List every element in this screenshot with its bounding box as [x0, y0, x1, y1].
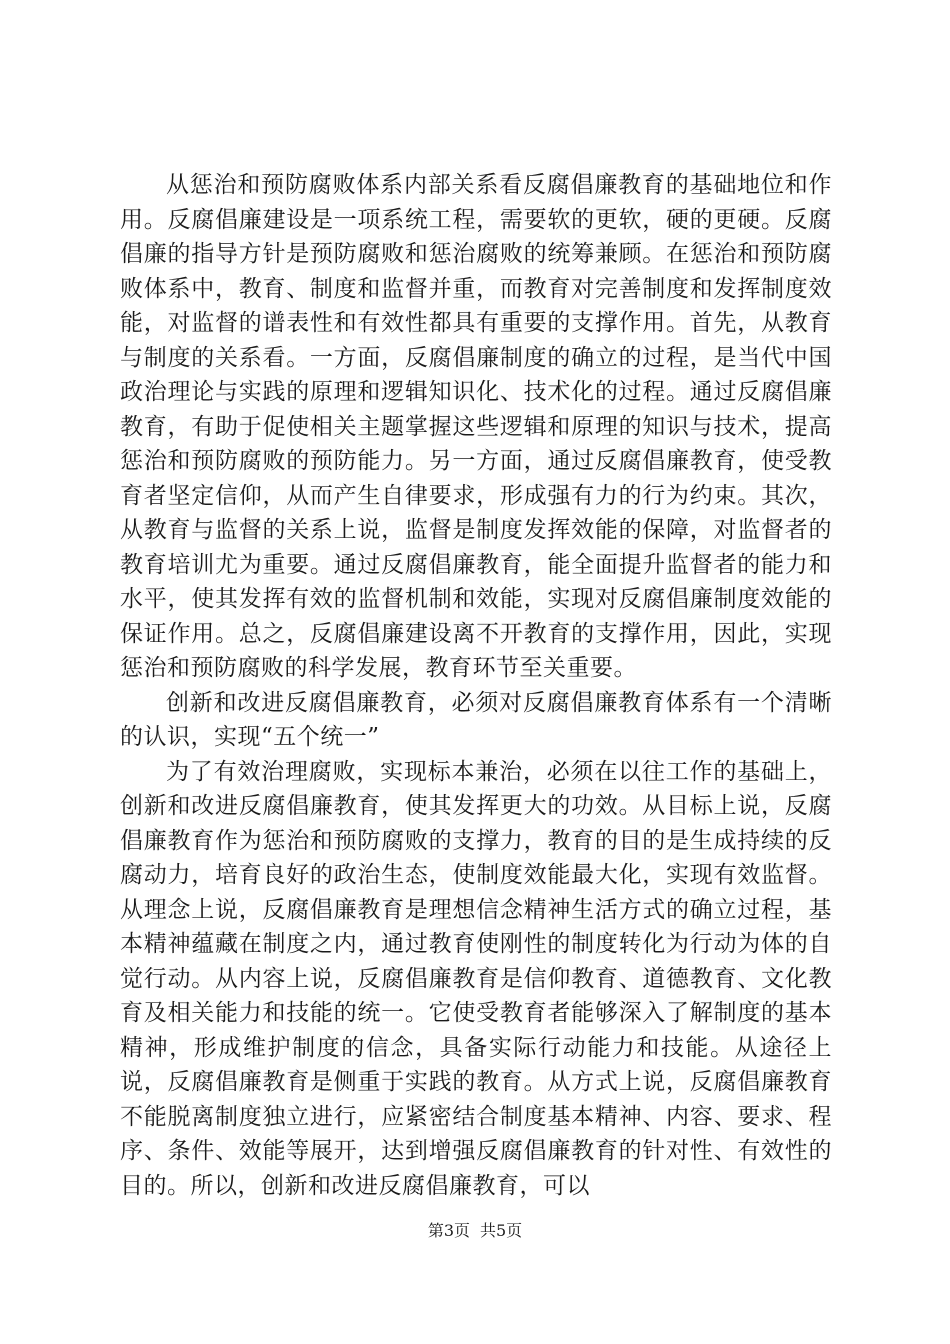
document-body — [120, 168, 832, 1203]
paragraph-3: 为了有效治理腐败，实现标本兼治，必须在以往工作的基础上，创新和改进反腐倡廉教育，使其发挥更大的功效。从目标上说，反腐倡廉教育作为惩治和预防腐败的支撑力，教育的目的是生成持续的反腐动力，培育良好的政治生态，使制度效能最大化，实现有效监督。从理念上说，反腐倡廉教育是理想信念精神生活方式的确立过程，基本精神蕴藏在制度之内，通过教育使刚性的制度转化为行动为体的自觉行动。从内容上说，反腐倡廉教育是信仰教育、道德教育、文化教育及相关能力和技能的统一。它使受教育者能够深入了解制度的基本精神，形成维护制度的信念，具备实际行动能力和技能。从途径上说，反腐倡廉教育是侧重于实践的教育。从方式上说，反腐倡廉教育不能脱离制度独立进行，应紧密结合制度基本精神、内容、要求、程序、条件、效能等展开，达到增强反腐倡廉教育的针对性、有效性的目的。所以，创新和改进反腐倡廉教育，可以 — [120, 758, 832, 1199]
paragraph-2: 创新和改进反腐倡廉教育，必须对反腐倡廉教育体系有一个清晰的认识，实现“五个统一” — [120, 689, 832, 750]
page-number-total: 共5页 — [480, 1221, 523, 1240]
page-number-current: 第3页 — [427, 1221, 470, 1240]
page-footer — [0, 1218, 950, 1241]
paragraph-1: 从惩治和预防腐败体系内部关系看反腐倡廉教育的基础地位和作用。反腐倡廉建设是一项系统工程，需要软的更软，硬的更硬。反腐倡廉的指导方针是预防腐败和惩治腐败的统筹兼顾。在惩治和预防腐败体系中，教育、制度和监督并重，而教育对完善制度和发挥制度效能，对监督的谱表性和有效性都具有重要的支撑作用。首先，从教育与制度的关系看。一方面，反腐倡廉制度的确立的过程，是当代中国政治理论与实践的原理和逻辑知识化、技术化的过程。通过反腐倡廉教育，有助于促使相关主题掌握这些逻辑和原理的知识与技术，提高惩治和预防腐败的预防能力。另一方面，通过反腐倡廉教育，使受教育者坚定信仰，从而产生自律要求，形成强有力的行为约束。其次，从教育与监督的关系上说，监督是制度发挥效能的保障，对监督者的教育培训尤为重要。通过反腐倡廉教育，能全面提升监督者的能力和水平，使其发挥有效的监督机制和效能，实现对反腐倡廉制度效能的保证作用。总之，反腐倡廉建设离不开教育的支撑作用，因此，实现惩治和预防腐败的科学发展，教育环节至关重要。 — [120, 172, 832, 681]
